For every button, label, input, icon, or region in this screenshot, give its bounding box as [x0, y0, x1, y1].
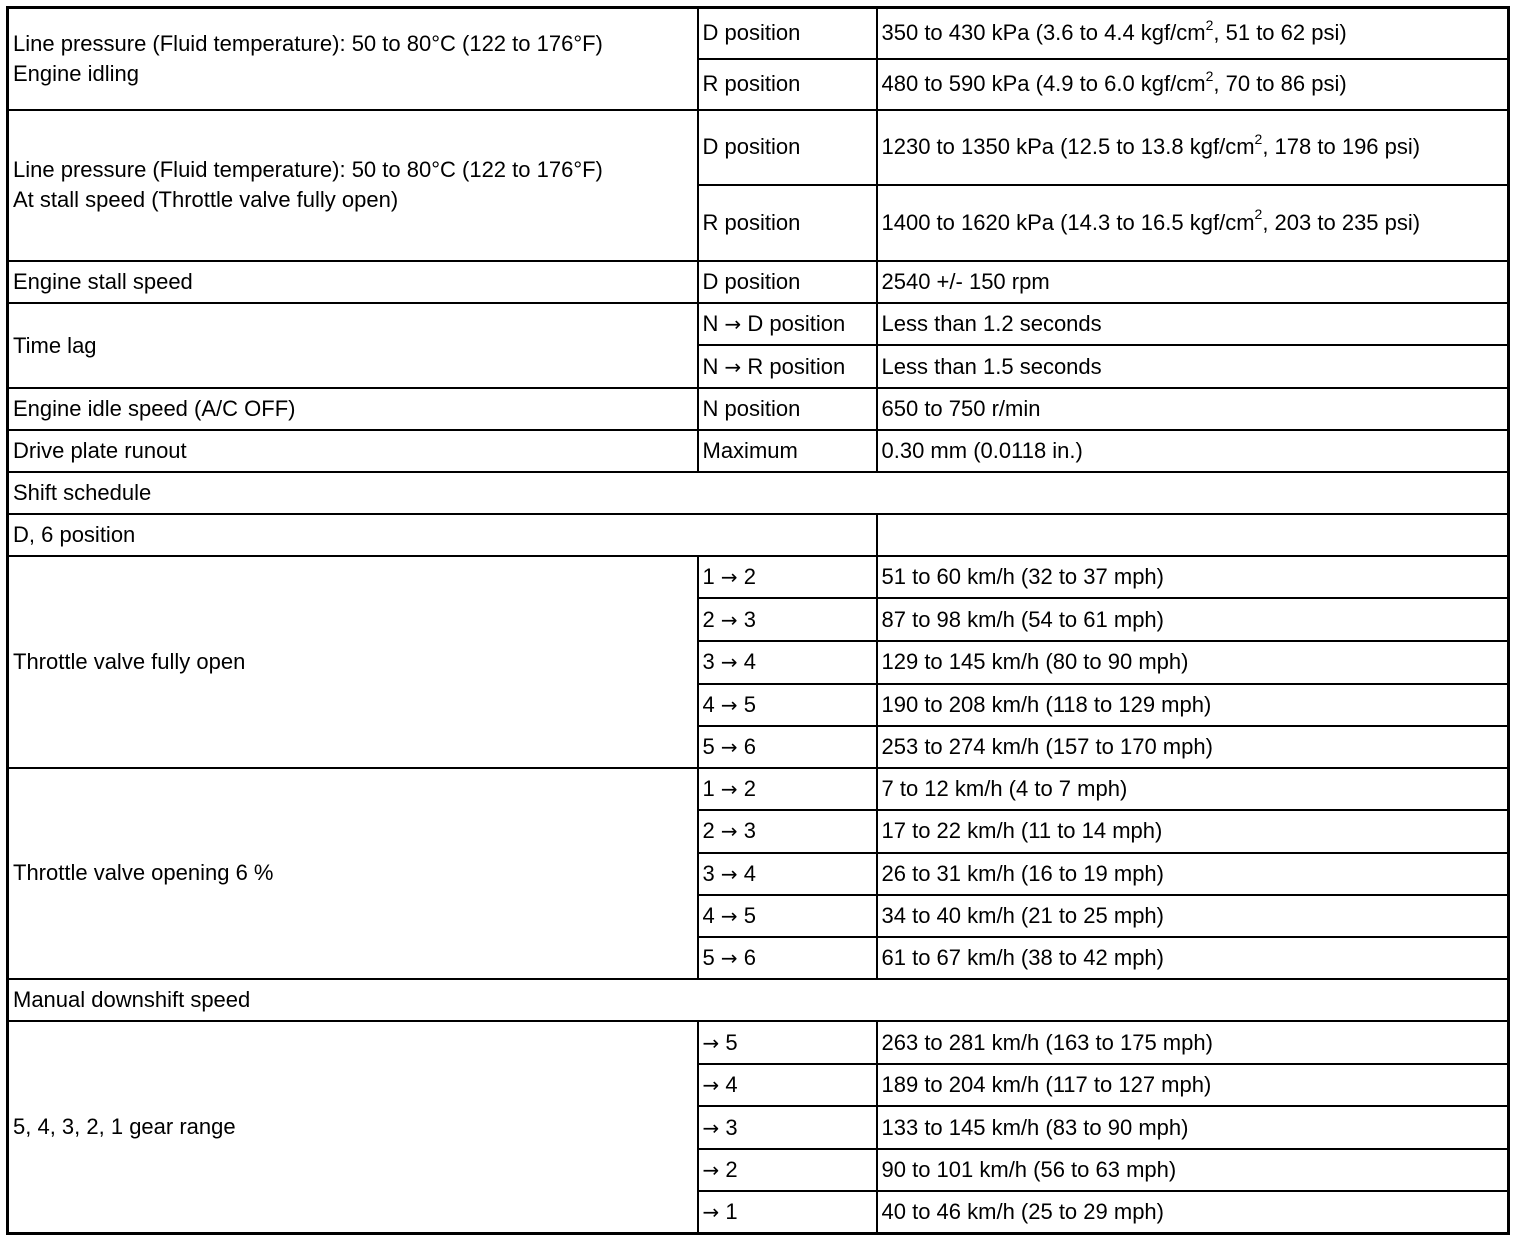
d6-position-subheading: D, 6 position	[8, 514, 877, 556]
shift-cell	[698, 1149, 877, 1191]
right-arrow-icon: →	[702, 1115, 720, 1140]
from-text: 3	[702, 649, 715, 675]
value-cell: 2540 +/- 150 rpm	[877, 261, 1509, 303]
to-text: 2	[743, 564, 757, 590]
manual-downshift-heading: Manual downshift speed	[8, 979, 1509, 1021]
gear-range-label: 5, 4, 3, 2, 1 gear range	[8, 1021, 698, 1234]
right-arrow-icon: →	[720, 776, 738, 801]
shift-cell	[698, 1106, 877, 1149]
value-cell: Less than 1.5 seconds	[877, 345, 1509, 388]
value-text: , 178 to 196 psi)	[1262, 134, 1421, 160]
value-cell: 51 to 60 km/h (32 to 37 mph)	[877, 556, 1509, 598]
value-text: , 203 to 235 psi)	[1262, 209, 1421, 235]
shift-schedule-heading: Shift schedule	[8, 472, 1509, 514]
engine-idle-speed-label: Engine idle speed (A/C OFF)	[8, 388, 698, 430]
table-row	[8, 110, 1509, 185]
label-line: At stall speed (Throttle valve fully open)	[13, 187, 399, 213]
position-cell: N position	[698, 388, 877, 430]
table-row	[8, 472, 1509, 514]
position-cell: D position	[698, 8, 877, 59]
to-text: 5	[725, 1029, 738, 1055]
shift-cell	[698, 556, 877, 598]
label-line: Line pressure (Fluid temperature): 50 to 80°C (122 to 176°F)	[13, 30, 603, 56]
table-row	[8, 8, 1509, 59]
right-arrow-icon: →	[720, 903, 738, 928]
from-text: 4	[702, 902, 715, 928]
value-cell: 17 to 22 km/h (11 to 14 mph)	[877, 810, 1509, 853]
throttle-fully-open-label: Throttle valve fully open	[8, 556, 698, 767]
table-row	[8, 979, 1509, 1021]
from-text: 5	[702, 944, 715, 970]
value-text: 1400 to 1620 kPa (14.3 to 16.5 kgf/cm	[881, 209, 1255, 235]
line-pressure-stall-label	[8, 110, 698, 261]
shift-cell	[698, 1191, 877, 1233]
superscript: 2	[1254, 206, 1263, 223]
drive-plate-runout-label: Drive plate runout	[8, 430, 698, 472]
superscript: 2	[1254, 130, 1263, 147]
table-row	[8, 388, 1509, 430]
shift-cell	[698, 1064, 877, 1106]
value-cell: 87 to 98 km/h (54 to 61 mph)	[877, 598, 1509, 641]
from-text: 2	[702, 606, 715, 632]
shift-cell	[698, 810, 877, 853]
to-text: 3	[743, 818, 757, 844]
value-cell: 40 to 46 km/h (25 to 29 mph)	[877, 1191, 1509, 1233]
value-cell: 26 to 31 km/h (16 to 19 mph)	[877, 853, 1509, 895]
right-arrow-icon: →	[720, 565, 738, 590]
table-row	[8, 261, 1509, 303]
right-arrow-icon: →	[720, 607, 738, 632]
to-text: 4	[743, 860, 757, 886]
shift-cell	[698, 726, 877, 768]
right-arrow-icon: →	[702, 1200, 720, 1225]
shift-cell	[698, 1021, 877, 1064]
value-text: 1230 to 1350 kPa (12.5 to 13.8 kgf/cm	[881, 134, 1255, 160]
shift-cell	[698, 853, 877, 895]
value-cell: 61 to 67 km/h (38 to 42 mph)	[877, 937, 1509, 979]
value-cell: Less than 1.2 seconds	[877, 303, 1509, 345]
right-arrow-icon: →	[702, 1030, 720, 1055]
to-text: 4	[743, 649, 757, 675]
empty-cell	[877, 514, 1509, 556]
to-text: 3	[725, 1114, 738, 1140]
right-arrow-icon: →	[702, 1073, 720, 1098]
value-cell: 133 to 145 km/h (83 to 90 mph)	[877, 1106, 1509, 1149]
to-text: 2	[743, 775, 757, 801]
label-line: Engine idling	[13, 60, 139, 86]
shift-cell	[698, 598, 877, 641]
shift-cell	[698, 641, 877, 683]
table-row	[8, 1021, 1509, 1064]
to-text: 5	[743, 902, 757, 928]
from-text: 3	[702, 860, 715, 886]
value-text: , 51 to 62 psi)	[1213, 20, 1347, 46]
time-lag-label: Time lag	[8, 303, 698, 388]
from-text: 4	[702, 691, 715, 717]
shift-cell	[698, 684, 877, 726]
shift-cell	[698, 937, 877, 979]
right-arrow-icon: →	[720, 819, 738, 844]
position-cell	[698, 303, 877, 345]
to-text: 2	[725, 1157, 738, 1183]
right-arrow-icon: →	[702, 1158, 720, 1183]
to-text: 6	[743, 733, 757, 759]
to-text: D position	[747, 310, 846, 336]
throttle-opening-6-label: Throttle valve opening 6 %	[8, 768, 698, 979]
right-arrow-icon: →	[720, 945, 738, 970]
shift-cell	[698, 895, 877, 937]
value-cell	[877, 185, 1509, 261]
table-row	[8, 303, 1509, 345]
right-arrow-icon: →	[720, 692, 738, 717]
value-cell	[877, 59, 1509, 110]
from-text: N	[702, 353, 719, 379]
value-cell: 34 to 40 km/h (21 to 25 mph)	[877, 895, 1509, 937]
to-text: R position	[747, 353, 846, 379]
value-cell: 7 to 12 km/h (4 to 7 mph)	[877, 768, 1509, 810]
value-cell: 189 to 204 km/h (117 to 127 mph)	[877, 1064, 1509, 1106]
position-cell: Maximum	[698, 430, 877, 472]
value-cell: 90 to 101 km/h (56 to 63 mph)	[877, 1149, 1509, 1191]
specification-table	[6, 6, 1510, 1235]
to-text: 5	[743, 691, 757, 717]
value-cell: 253 to 274 km/h (157 to 170 mph)	[877, 726, 1509, 768]
position-cell: D position	[698, 261, 877, 303]
shift-cell	[698, 768, 877, 810]
table-row	[8, 514, 1509, 556]
value-cell: 263 to 281 km/h (163 to 175 mph)	[877, 1021, 1509, 1064]
table-row	[8, 430, 1509, 472]
position-cell: D position	[698, 110, 877, 185]
table-row	[8, 768, 1509, 810]
value-text: 350 to 430 kPa (3.6 to 4.4 kgf/cm	[881, 20, 1206, 46]
from-text: 2	[702, 818, 715, 844]
right-arrow-icon: →	[720, 650, 738, 675]
from-text: 1	[702, 564, 715, 590]
value-cell: 650 to 750 r/min	[877, 388, 1509, 430]
right-arrow-icon: →	[720, 861, 738, 886]
label-line: Line pressure (Fluid temperature): 50 to 80°C (122 to 176°F)	[13, 157, 603, 183]
to-text: 1	[725, 1199, 738, 1225]
engine-stall-speed-label: Engine stall speed	[8, 261, 698, 303]
from-text: N	[702, 310, 719, 336]
position-cell: R position	[698, 59, 877, 110]
value-cell	[877, 110, 1509, 185]
right-arrow-icon: →	[724, 311, 742, 336]
superscript: 2	[1205, 16, 1214, 33]
from-text: 5	[702, 733, 715, 759]
right-arrow-icon: →	[720, 734, 738, 759]
position-cell	[698, 345, 877, 388]
from-text: 1	[702, 775, 715, 801]
value-cell	[877, 8, 1509, 59]
position-cell: R position	[698, 185, 877, 261]
table-row	[8, 556, 1509, 598]
value-cell: 0.30 mm (0.0118 in.)	[877, 430, 1509, 472]
to-text: 3	[743, 606, 757, 632]
to-text: 6	[743, 944, 757, 970]
value-text: 480 to 590 kPa (4.9 to 6.0 kgf/cm	[881, 71, 1206, 97]
line-pressure-idle-label	[8, 8, 698, 110]
right-arrow-icon: →	[724, 354, 742, 379]
value-text: , 70 to 86 psi)	[1213, 71, 1347, 97]
to-text: 4	[725, 1072, 738, 1098]
value-cell: 129 to 145 km/h (80 to 90 mph)	[877, 641, 1509, 683]
value-cell: 190 to 208 km/h (118 to 129 mph)	[877, 684, 1509, 726]
superscript: 2	[1205, 67, 1214, 84]
